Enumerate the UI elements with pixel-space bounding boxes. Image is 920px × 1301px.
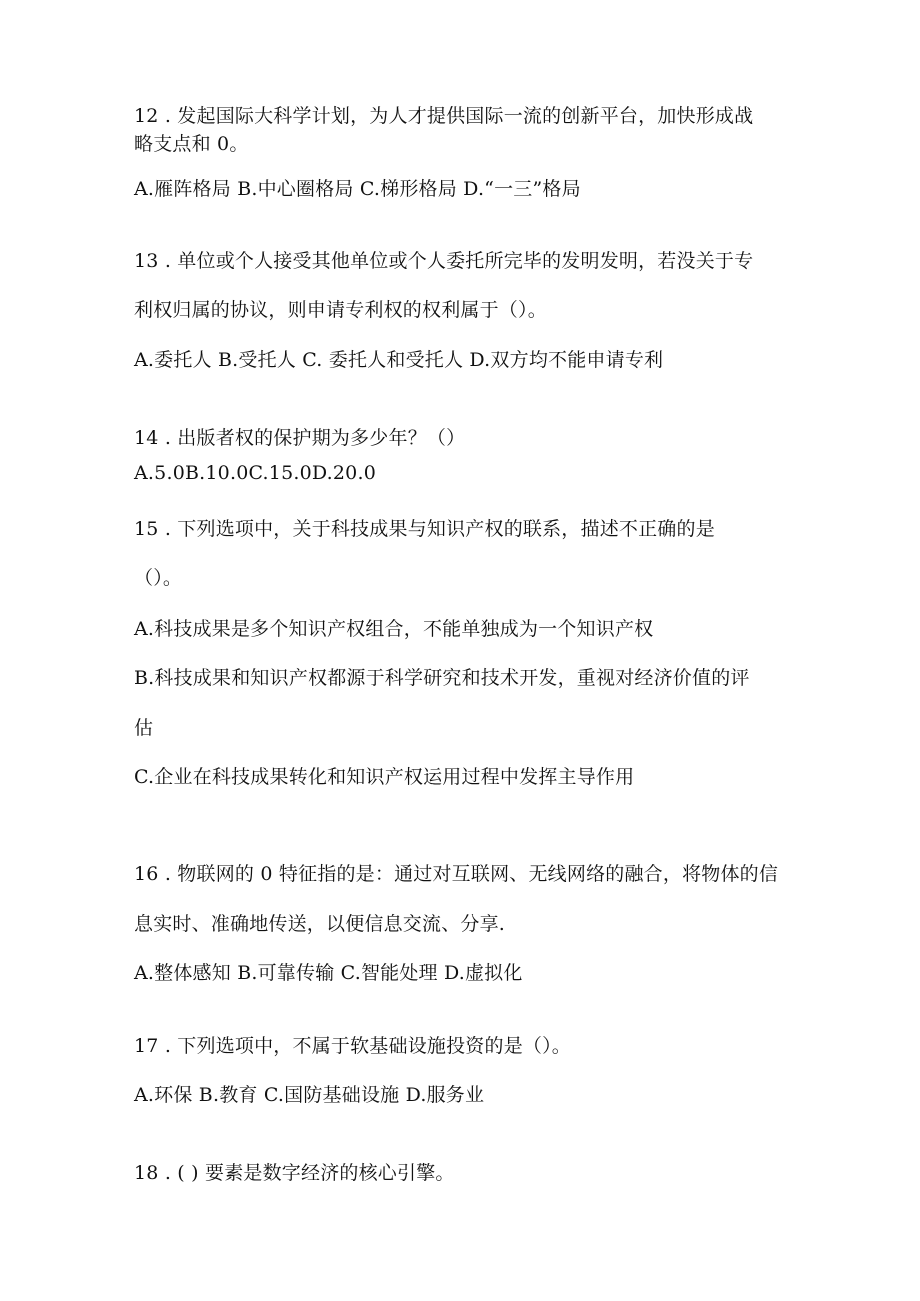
question-12-options: A.雁阵格局 B.中心圈格局 C.梯形格局 D.“一三”格局 — [134, 178, 581, 200]
question-15-option-b: B.科技成果和知识产权都源于科学研究和技术开发，重视对经济价值的评 — [134, 667, 750, 689]
question-14-line-1: 14 . 出版者权的保护期为多少年？（） — [134, 427, 466, 449]
question-13-line-1: 13 . 单位或个人接受其他单位或个人委托所完毕的发明发明，若没关于专 — [134, 250, 754, 272]
question-18-line-1: 18 . ( ) 要素是数字经济的核心引擎。 — [134, 1162, 455, 1184]
question-16-options: A.整体感知 B.可靠传输 C.智能处理 D.虚拟化 — [134, 962, 523, 984]
question-17-options: A.环保 B.教育 C.国防基础设施 D.服务业 — [134, 1084, 485, 1106]
question-15-line-1: 15 . 下列选项中，关于科技成果与知识产权的联系，描述不正确的是 — [134, 518, 715, 540]
question-15-option-a: A.科技成果是多个知识产权组合，不能单独成为一个知识产权 — [134, 618, 654, 640]
question-13-options: A.委托人 B.受托人 C. 委托人和受托人 D.双方均不能申请专利 — [134, 349, 664, 371]
question-16-line-2: 息实时、准确地传送，以便信息交流、分享. — [134, 913, 506, 935]
question-17-line-1: 17 . 下列选项中，不属于软基础设施投资的是（）。 — [134, 1035, 571, 1057]
question-14-options: A.5.0B.10.0C.15.0D.20.0 — [134, 462, 376, 484]
question-15-line-2: （）。 — [134, 567, 183, 589]
question-13-line-2: 利权归属的协议，则申请专利权的权利属于（）。 — [134, 299, 547, 321]
question-16-line-1: 16 . 物联网的 0 特征指的是：通过对互联网、无线网络的融合，将物体的信 — [134, 863, 779, 885]
question-12-line-2: 略支点和 0。 — [134, 133, 249, 155]
question-12-line-1: 12 . 发起国际大科学计划，为人才提供国际一流的创新平台，加快形成战 — [134, 105, 754, 127]
question-15-option-c: C.企业在科技成果转化和知识产权运用过程中发挥主导作用 — [134, 766, 635, 788]
question-15-option-b-cont: 估 — [134, 717, 154, 739]
